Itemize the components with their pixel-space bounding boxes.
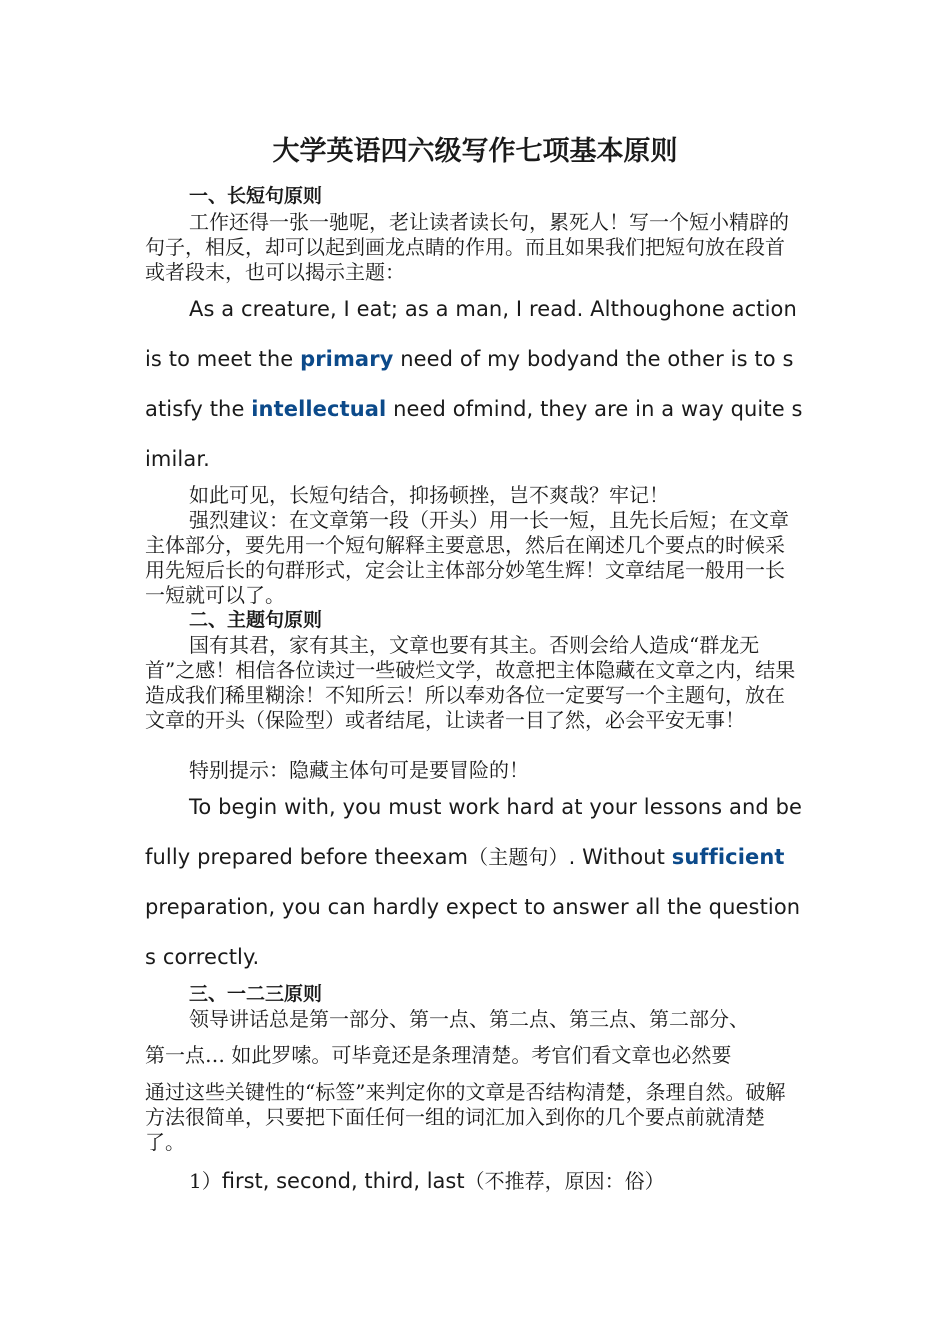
section-2-tip: 特别提示：隐藏主体句可是要冒险的！ [189, 758, 529, 782]
page-title: 大学英语四六级写作七项基本原则 [272, 136, 678, 167]
example-2-text-b: . Without [568, 845, 672, 869]
keyword-sufficient: sufficient [671, 845, 785, 869]
keyword-intellectual: intellectual [251, 397, 387, 421]
section-2-body: 国有其君，家有其主，文章也要有其主。否则会给人造成“群龙无首”之感！相信各位读过一些破烂文学，故意把主体隐藏在文章之内，结果造成我们稀里糊涂！不知所云！所以奉劝各位一定要写一个主题句，放在文章的开头（保险型）或者结尾，让读者一目了然，必会平安无事！ [145, 633, 796, 732]
section-1-intro: 工作还得一张一驰呢，老让读者读长句，累死人！写一个短小精辟的句子，相反，却可以起到画龙点睛的作用。而且如果我们把短句放在段首或者段末，也可以揭示主题： [145, 210, 789, 284]
english-example-1 [145, 284, 803, 484]
example-1-text-a: As a creature, I eat; as a man, I read. Althoughone action is to meet the [145, 297, 797, 371]
list-item-1-note: （不推荐，原因：俗） [464, 1169, 665, 1193]
list-item-1-number: 1） [189, 1169, 222, 1193]
section-heading-2: 二、主题句原则 [189, 609, 323, 631]
keyword-primary: primary [300, 347, 394, 371]
example-2-text-a: To begin with, you must work hard at your lessons and be fully prepared before theexam [145, 795, 803, 869]
section-3-line-2: 第一点… 如此罗嗦。可毕竟还是条理清楚。考官们看文章也必然要 [145, 1043, 732, 1067]
topic-sentence-marker: （主题句） [468, 845, 569, 869]
list-item-1-words: first, second, third, last [221, 1169, 465, 1193]
example-1-text-c: need ofmind, they are in a way quite similar. [145, 397, 803, 471]
list-item-1 [145, 1166, 847, 1196]
english-example-2 [145, 782, 803, 982]
section-3-line-1: 领导讲话总是第一部分、第一点、第二点、第三点、第二部分、 [189, 1007, 749, 1031]
example-2-text-c: preparation, you can hardly expect to answer all the questions correctly. [145, 895, 801, 969]
section-heading-3: 三、一二三原则 [189, 983, 323, 1005]
section-3-body: 通过这些关键性的“标签”来判定你的文章是否结构清楚，条理自然。破解方法很简单，只要把下面任何一组的词汇加入到你的几个要点前就清楚了。 [145, 1080, 786, 1154]
section-1-note-1: 如此可见，长短句结合，抑扬顿挫，岂不爽哉？牢记！ [189, 483, 669, 507]
section-heading-1: 一、长短句原则 [189, 185, 323, 207]
section-1-note-2: 强烈建议：在文章第一段（开头）用一长一短，且先长后短；在文章主体部分，要先用一个短句解释主要意思，然后在阐述几个要点的时候采用先短后长的句群形式，定会让主体部分妙笔生辉！文章结尾一般用一长一短就可以了。 [145, 508, 789, 607]
example-1-text-b: need of my bodyand the other is to satisfy the [145, 347, 794, 421]
